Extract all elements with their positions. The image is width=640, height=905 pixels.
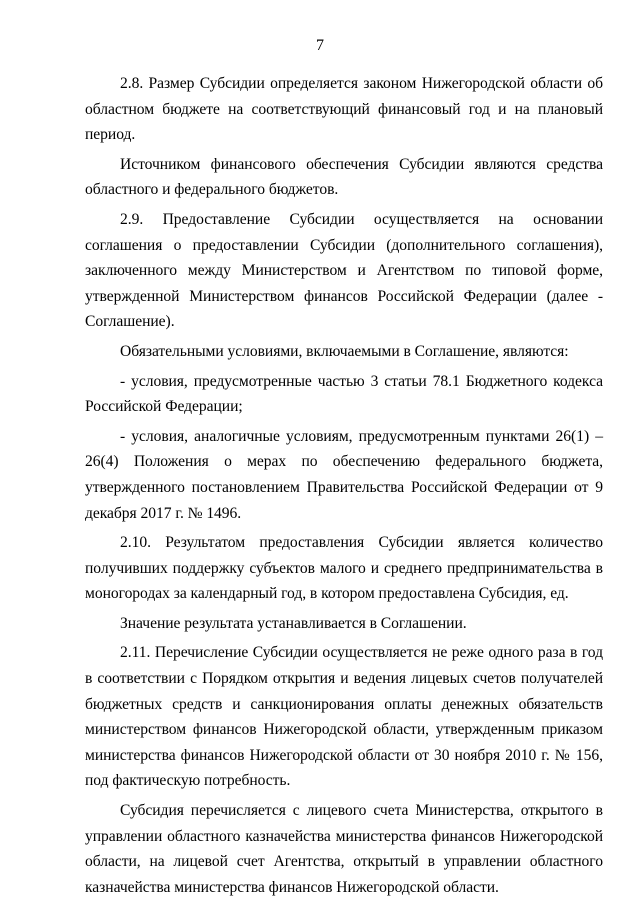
page-number: 7 bbox=[316, 37, 324, 54]
paragraph-transfer: Субсидия перечисляется с лицевого счета Министерства, открытого в управлении областного казначейства министерства финансов Нижегородской области, на лицевой счет Агентства, открытый в управлении областного казначейства министерства финансов Нижегородской области. bbox=[85, 802, 603, 896]
paragraph-2-10: 2.10. Результатом предоставления Субсидии является количество получивших поддержку субъектов малого и среднего предпринимательства в моногородах за календарный год, в котором предоставлена Субсидия, ед. bbox=[85, 534, 603, 603]
list-item-condition-1: - условия, предусмотренные частью 3 статьи 78.1 Бюджетного кодекса Российской Федерации; bbox=[85, 372, 603, 416]
document-body bbox=[85, 71, 603, 900]
paragraph-funding-source: Источником финансового обеспечения Субсидии являются средства областного и федерального бюджетов. bbox=[85, 155, 603, 199]
list-item-condition-2: - условия, аналогичные условиям, предусмотренным пунктами 26(1) – 26(4) Положения о мерах по обеспечению федерального бюджета, утвержденного постановлением Правительства Российской Федерации от 9 декабря 2017 г. № 1496. bbox=[85, 427, 603, 522]
paragraph-2-9: 2.9. Предоставление Субсидии осуществляется на основании соглашения о предоставлении Субсидии (дополнительного соглашения), заключенного между Министерством и Агентством по типовой форме, утвержденной Министерством финансов Российской Федерации (далее - Соглашение). bbox=[85, 210, 603, 331]
paragraph-2-8: 2.8. Размер Субсидии определяется законом Нижегородской области об областном бюджете на соответствующий финансовый год и на плановый период. bbox=[85, 75, 603, 144]
paragraph-2-11: 2.11. Перечисление Субсидии осуществляется не реже одного раза в год в соответствии с Порядком открытия и ведения лицевых счетов получателей бюджетных средств и санкционирования оплаты денежных обязательств министерством финансов Нижегородской области, утвержденным приказом министерства финансов Нижегородской области от 30 ноября 2010 г. № 156, под фактическую потребность. bbox=[85, 644, 603, 790]
paragraph-mandatory-conditions: Обязательными условиями, включаемыми в Соглашение, являются: bbox=[120, 342, 569, 360]
paragraph-result-value: Значение результата устанавливается в Соглашении. bbox=[120, 614, 467, 632]
